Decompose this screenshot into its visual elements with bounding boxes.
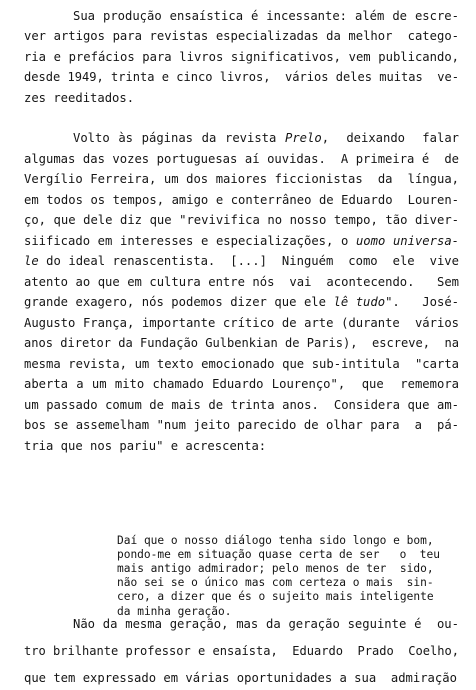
text-line — [24, 670, 457, 686]
text-run: não sei se o único mas com certeza o mais sin- — [117, 576, 434, 590]
text-line — [24, 49, 459, 65]
italic-text: le — [24, 254, 39, 268]
text-line — [24, 417, 459, 433]
text-run: aberta a um mito chamado Eduardo Lourenço", que rememora — [24, 377, 459, 391]
text-run: zes reeditados. — [24, 90, 135, 105]
text-line — [24, 151, 459, 167]
text-run: Volto às páginas da revista — [73, 131, 285, 145]
text-line — [24, 233, 459, 249]
text-run: Daí que o nosso diálogo tenha sido longo e bom, — [117, 534, 434, 547]
text-line — [117, 590, 434, 603]
text-line — [73, 616, 459, 632]
text-run: Vergílio Ferreira, um dos maiores ficcionistas da língua, — [24, 172, 459, 186]
text-line — [24, 397, 459, 413]
text-line — [24, 253, 459, 269]
text-run: em todos os tempos, amigo e conterrâneo de Eduardo Louren- — [24, 192, 459, 207]
text-run: ria e prefácios para livros significativos, vem publicando, — [24, 49, 459, 64]
text-line — [24, 356, 459, 372]
text-run: , deixando falar — [321, 131, 459, 145]
text-line — [24, 376, 459, 392]
text-line — [73, 8, 459, 24]
text-run: desde 1949, trinta e cinco livros, vários deles muitas ve- — [24, 70, 459, 85]
text-line — [24, 294, 459, 310]
text-run: tria que nos pariu" e acrescenta: — [24, 438, 267, 453]
text-line — [117, 534, 434, 547]
text-run: tro brilhante professor e ensaísta, Eduardo Prado Coelho, — [24, 644, 459, 658]
text-run: mais antigo admirador; pelo menos de ter sido, — [117, 562, 434, 576]
italic-text: Prelo — [285, 131, 322, 145]
text-run: um passado comum de mais de trinta anos. Considera que am- — [24, 397, 459, 412]
text-run: ço, que dele diz que "revivifica no nosso tempo, tão diver- — [24, 213, 459, 227]
text-run: siificado em interesses e especializações, o — [24, 233, 356, 248]
text-line — [24, 212, 459, 228]
text-line — [24, 643, 459, 659]
text-run: cero, a dizer que és o sujeito mais inteligente — [117, 590, 434, 604]
text-run: do ideal renascentista. [...] Ninguém como ele vive — [38, 254, 459, 268]
italic-text: lê tudo — [333, 295, 386, 309]
text-run: Sua produção ensaística é incessante: além de escre- — [73, 9, 459, 23]
text-line — [117, 562, 434, 575]
text-line — [24, 192, 459, 208]
text-run: Augusto França, importante crítico de arte (durante vários — [24, 315, 459, 330]
text-line — [24, 28, 459, 44]
italic-text: uomo universa- — [355, 233, 459, 248]
text-line — [24, 274, 459, 290]
text-run: bos se assemelham "num jeito parecido de olhar para a pá- — [24, 418, 459, 432]
text-line — [117, 576, 434, 589]
text-line — [24, 335, 459, 351]
text-line — [24, 171, 459, 187]
text-line — [24, 315, 459, 331]
text-run: anos diretor da Fundação Gulbenkian de Paris), escreve, na — [24, 336, 459, 350]
text-run: grande exagero, nós podemos dizer que ele — [24, 295, 334, 309]
text-line — [24, 69, 459, 85]
text-run: ver artigos para revistas especializadas da melhor catego- — [24, 29, 459, 44]
text-run: que tem expressado em várias oportunidades a sua admiração — [24, 671, 457, 685]
text-run: pondo-me em situação quase certa de ser o teu — [117, 548, 440, 562]
text-line — [24, 90, 134, 106]
text-line — [24, 438, 266, 454]
text-run: ". José- — [385, 295, 459, 309]
text-run: Não da mesma geração, mas da geração seguinte é ou- — [73, 617, 459, 631]
text-line — [73, 130, 459, 146]
text-run: da minha geração. — [117, 604, 232, 618]
text-run: algumas das vozes portuguesas aí ouvidas. A primeira é de — [24, 151, 459, 166]
text-line — [117, 548, 440, 561]
text-run: atento ao que em cultura entre nós vai acontecendo. Sem — [24, 274, 459, 289]
text-run: mesma revista, um texto emocionado que sub-intitula "carta — [24, 356, 459, 371]
